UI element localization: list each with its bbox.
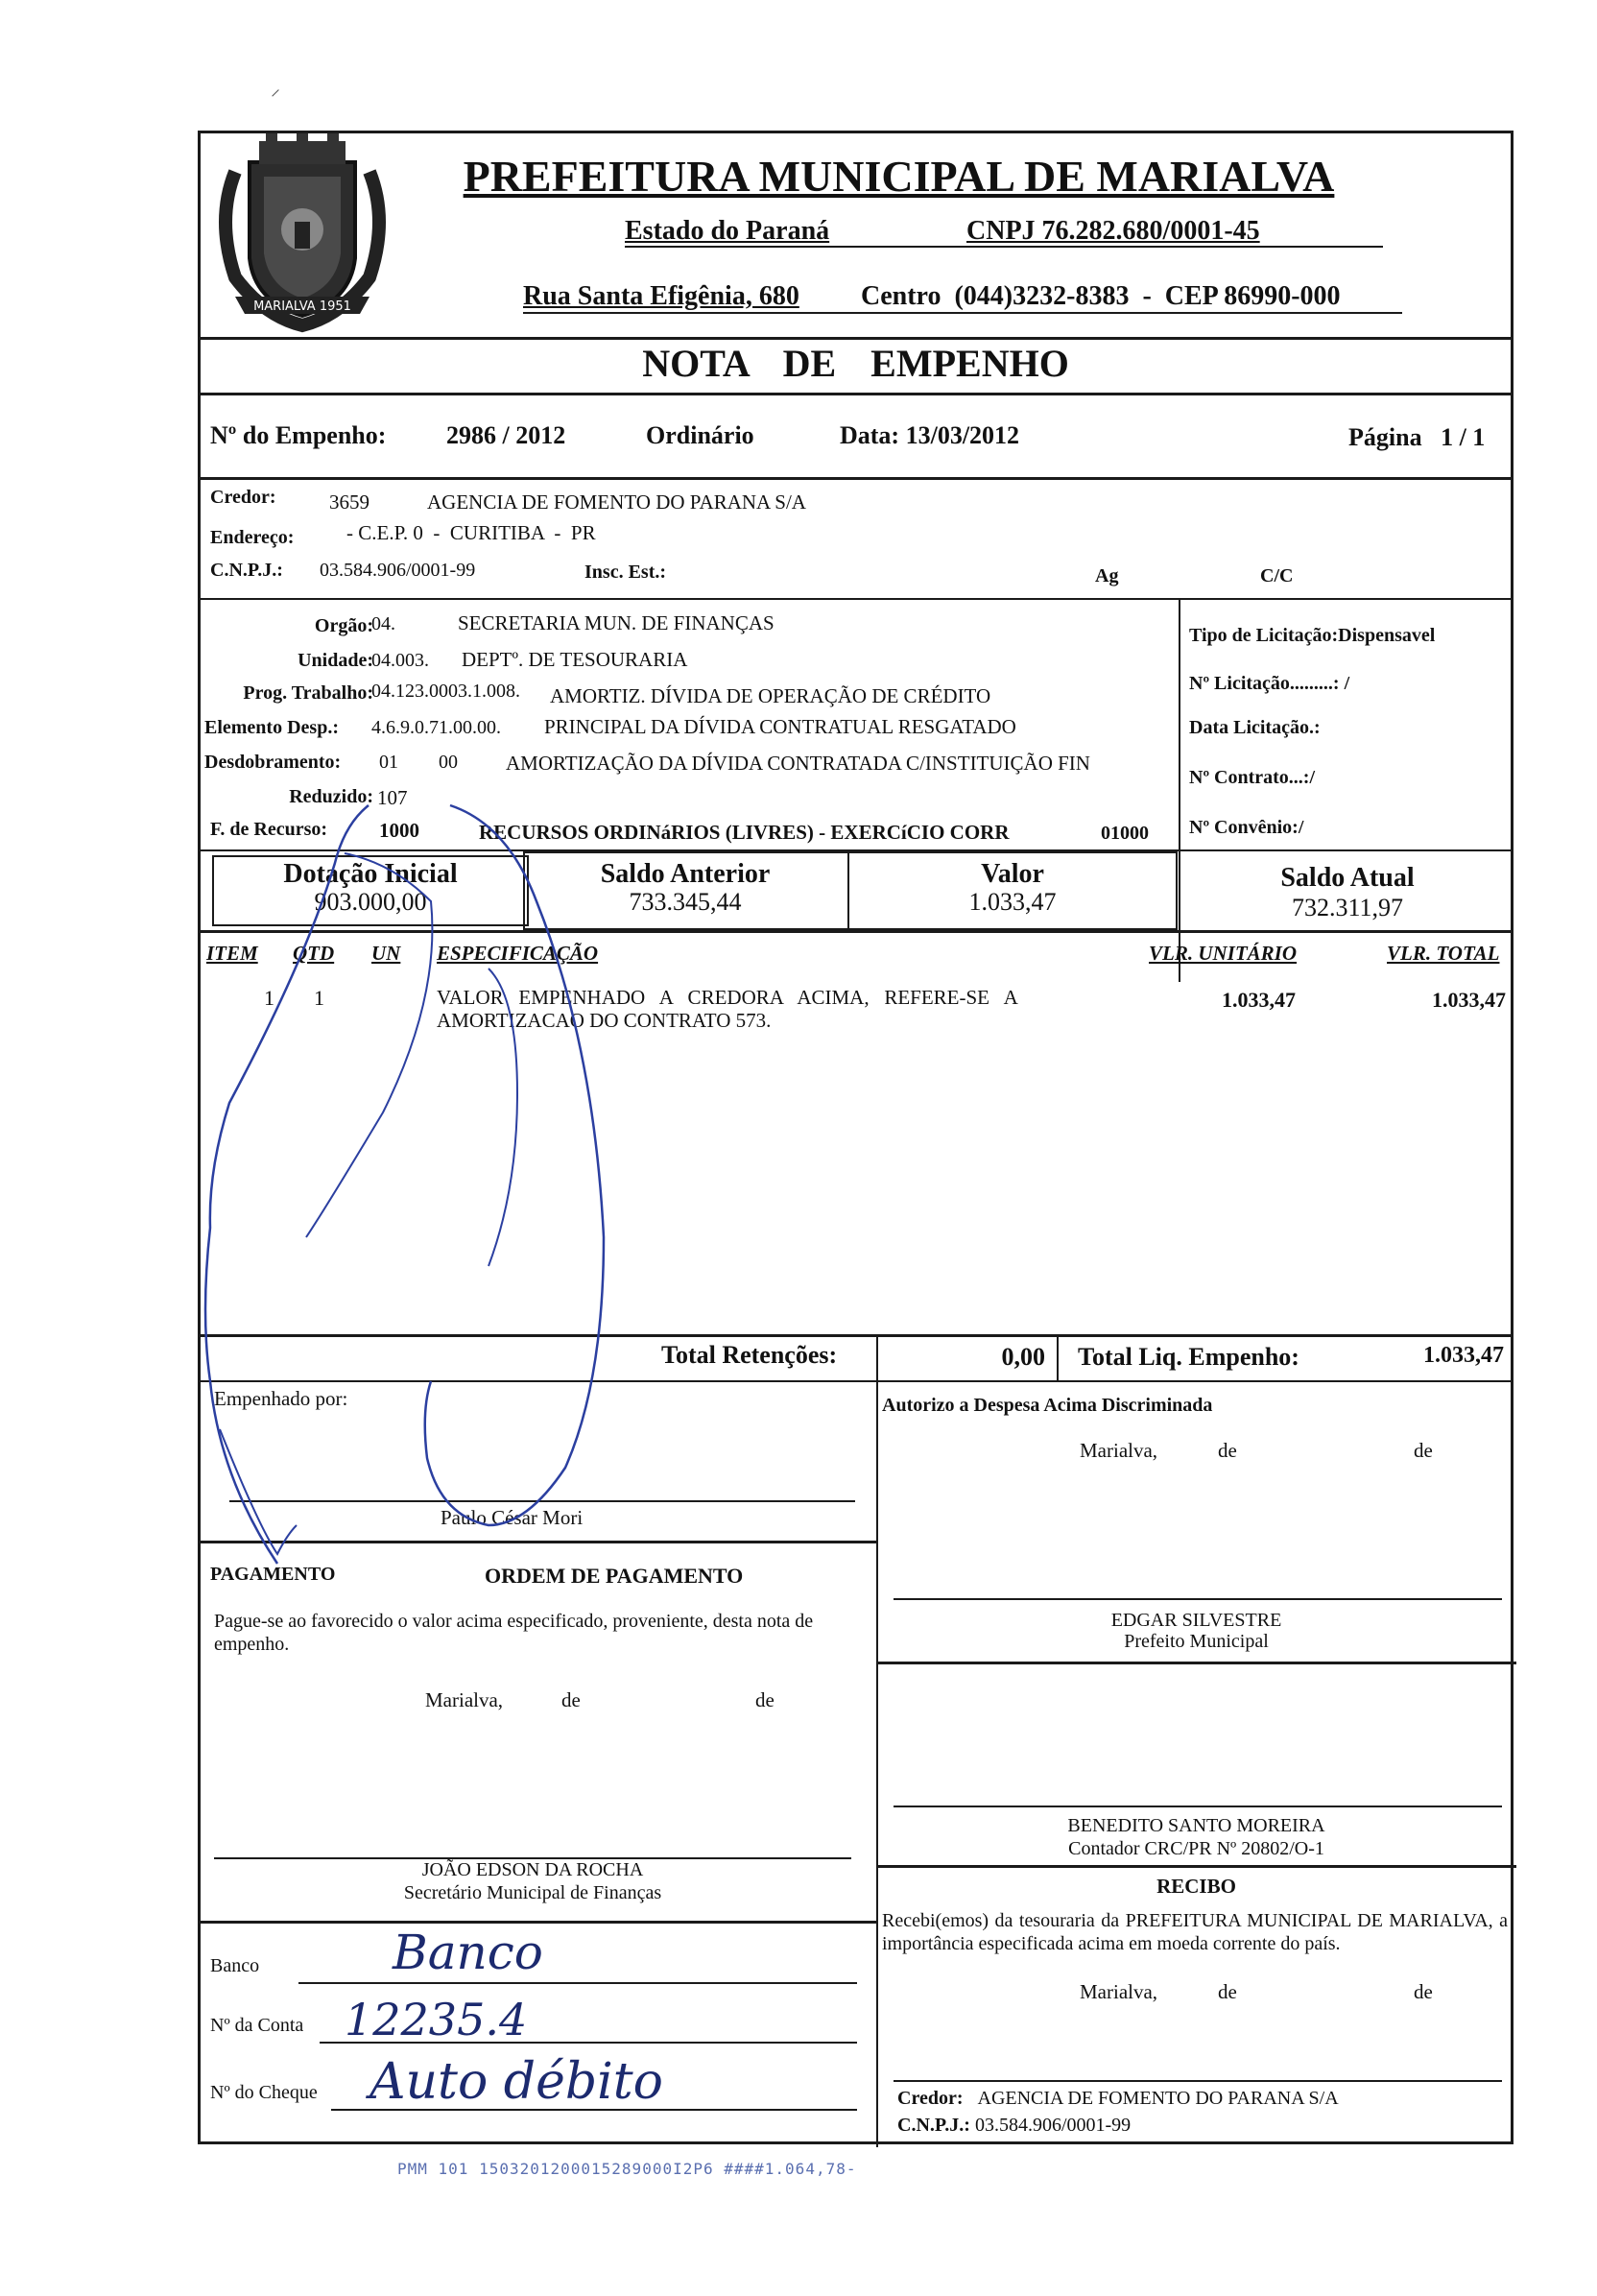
endereco-value: - C.E.P. 0 - CURITIBA - PR [346,521,596,544]
col-especificacao-header: ESPECIFICAÇÃO [437,942,599,965]
liq-label: Total Liq. Empenho: [1078,1343,1299,1371]
autorizo-de2: de [1414,1439,1433,1462]
valor-value: 1.033,47 [968,888,1057,916]
unidade-code: 04.003. [371,650,429,671]
valor-label: Valor [981,859,1044,889]
empenho-number: 2986 / 2012 [446,421,566,449]
autorizo-title: Autorizo a Despesa Acima Discriminada [882,1395,1213,1416]
pagamento-de1: de [561,1688,581,1711]
saldo-atual-value: 732.311,97 [1291,894,1404,921]
cc-label: C/C [1260,565,1294,586]
col-vlr-unitario-header: VLR. UNITÁRIO [1149,942,1298,965]
orgao-name: SECRETARIA MUN. DE FINANÇAS [458,611,775,634]
pagamento-label: PAGAMENTO [210,1564,336,1585]
reduzido-value: 107 [377,786,408,809]
licitacao-tipo: Tipo de Licitação:Dispensavel [1189,625,1436,646]
recurso-name: RECURSOS ORDINáRIOS (LIVRES) - EXERCíCIO CORR [479,821,1010,844]
empenho-document [198,131,1514,2144]
scan-mark: ⸝ [271,79,280,100]
empenho-type: Ordinário [646,421,754,449]
autorizo-place: Marialva, [1080,1439,1158,1462]
address-rest: Centro (044)3232-8383 - CEP 86990-000 [861,281,1341,311]
recibo-place: Marialva, [1080,1980,1158,2003]
table-row-spec-line1: VALOR EMPENHADO A CREDORA ACIMA, REFERE-SE A [437,986,1018,1009]
cnpj-header: CNPJ 76.282.680/0001-45 [966,216,1260,246]
recibo-title: RECIBO [1156,1875,1236,1898]
banco-label: Banco [210,1955,260,1976]
address: Rua Santa Efigênia, 680 [523,281,799,311]
prefeito-role: Prefeito Municipal [1124,1631,1269,1652]
recibo-de2: de [1414,1980,1433,2003]
state-name: Estado do Paraná [625,216,830,246]
table-row-vlr-total: 1.033,47 [1432,988,1506,1012]
autorizo-de1: de [1218,1439,1237,1462]
banco-handwriting: Banco [393,1925,543,1980]
contador-role: Contador CRC/PR Nº 20802/O-1 [1068,1838,1324,1859]
liq-value: 1.033,47 [1423,1343,1504,1368]
retencoes-value: 0,00 [1001,1343,1045,1371]
footer-barcode-text: PMM 101 1503201200015289000I2P6 ####1.064,78- [397,2160,857,2178]
saldo-anterior-label: Saldo Anterior [600,859,771,889]
elem-code: 4.6.9.0.71.00.00. [371,717,501,738]
pagamento-signer: JOÃO EDSON DA ROCHA [421,1859,644,1880]
recibo-de1: de [1218,1980,1237,2003]
endereco-label: Endereço: [210,527,295,548]
pagamento-de2: de [755,1688,775,1711]
ag-label: Ag [1095,565,1119,586]
retencoes-label: Total Retenções: [661,1341,838,1369]
unidade-label: Unidade: [298,650,373,671]
col-qtd-header: QTD [293,942,335,965]
recibo-text: Recebi(emos) da tesouraria da PREFEITURA MUNICIPAL DE MARIALVA, a importância especificada acima em moeda corrente do país. [882,1910,1508,1954]
licitacao-numero: Nº Licitação.........: / [1189,673,1350,694]
licitacao-contrato: Nº Contrato...:/ [1189,767,1316,788]
recibo-cnpj: C.N.P.J.: 03.584.906/0001-99 [897,2115,1132,2136]
prog-label: Prog. Trabalho: [243,682,373,704]
empenhado-label: Empenhado por: [214,1387,348,1410]
desd-name: AMORTIZAÇÃO DA DÍVIDA CONTRATADA C/INSTITUIÇÃO FIN [506,752,1090,775]
dotacao-value: 903.000,00 [314,888,427,916]
empenho-date: Data: 13/03/2012 [840,421,1020,449]
recurso-code: 1000 [379,819,419,842]
contador-signer: BENEDITO SANTO MOREIRA [1067,1815,1325,1836]
credor-code: 3659 [329,490,369,514]
page-number: Página 1 / 1 [1348,423,1486,451]
table-row-vlr-unitario: 1.033,47 [1222,988,1296,1012]
empenhado-signer: Paulo César Mori [441,1506,584,1529]
orgao-label: Orgão: [314,615,373,636]
desd-code2: 00 [439,752,458,773]
unidade-name: DEPTº. DE TESOURARIA [462,648,688,671]
elem-name: PRINCIPAL DA DÍVIDA CONTRATUAL RESGATADO [544,715,1016,738]
empenho-label: Nº do Empenho: [210,421,387,449]
credor-name: AGENCIA DE FOMENTO DO PARANA S/A [427,490,806,514]
recurso-code2: 01000 [1101,823,1149,844]
licitacao-convenio: Nº Convênio:/ [1189,817,1304,838]
pagamento-text: Pague-se ao favorecido o valor acima especificado, proveniente, desta nota de empenho. [214,1611,814,1655]
saldo-atual-label: Saldo Atual [1280,863,1415,893]
cheque-label: Nº do Cheque [210,2082,318,2103]
dotacao-label: Dotação Inicial [283,859,458,889]
recibo-credor: Credor: AGENCIA DE FOMENTO DO PARANA S/A [897,2088,1339,2109]
conta-handwriting: 12235.4 [345,1994,528,2045]
prog-name: AMORTIZ. DÍVIDA DE OPERAÇÃO DE CRÉDITO [550,684,991,707]
table-row-spec-line2: AMORTIZACAO DO CONTRATO 573. [437,1009,772,1032]
pagamento-place: Marialva, [425,1688,504,1711]
orgao-code: 04. [371,613,395,634]
cheque-handwriting: Auto débito [369,2053,663,2111]
credor-label: Credor: [210,487,276,508]
col-item-header: ITEM [206,942,258,965]
municipality-title: PREFEITURA MUNICIPAL DE MARIALVA [463,152,1335,201]
reduzido-label: Reduzido: [289,786,373,807]
saldo-anterior-value: 733.345,44 [629,888,742,916]
conta-label: Nº da Conta [210,2015,304,2036]
prog-code: 04.123.0003.1.008. [371,681,520,702]
recurso-label: F. de Recurso: [210,819,328,840]
insc-label: Insc. Est.: [584,562,667,583]
col-vlr-total-header: VLR. TOTAL [1387,942,1500,965]
cnpj-value: 03.584.906/0001-99 [320,560,476,581]
pagamento-title: ORDEM DE PAGAMENTO [485,1564,744,1588]
desd-code1: 01 [379,752,398,773]
pagamento-role: Secretário Municipal de Finanças [403,1882,662,1903]
pen-signature-scribble [201,133,1516,2147]
desd-label: Desdobramento: [204,752,342,773]
document-title: NOTA DE EMPENHO [642,342,1069,385]
table-row-item: 1 [264,986,274,1010]
licitacao-data: Data Licitação.: [1189,717,1321,738]
table-row-qtd: 1 [314,986,324,1010]
elem-label: Elemento Desp.: [204,717,339,738]
col-un-header: UN [371,942,401,965]
prefeito-signer: EDGAR SILVESTRE [1110,1610,1282,1631]
cnpj-label: C.N.P.J.: [210,560,283,581]
svg-text:MARIALVA 1951: MARIALVA 1951 [253,299,351,314]
